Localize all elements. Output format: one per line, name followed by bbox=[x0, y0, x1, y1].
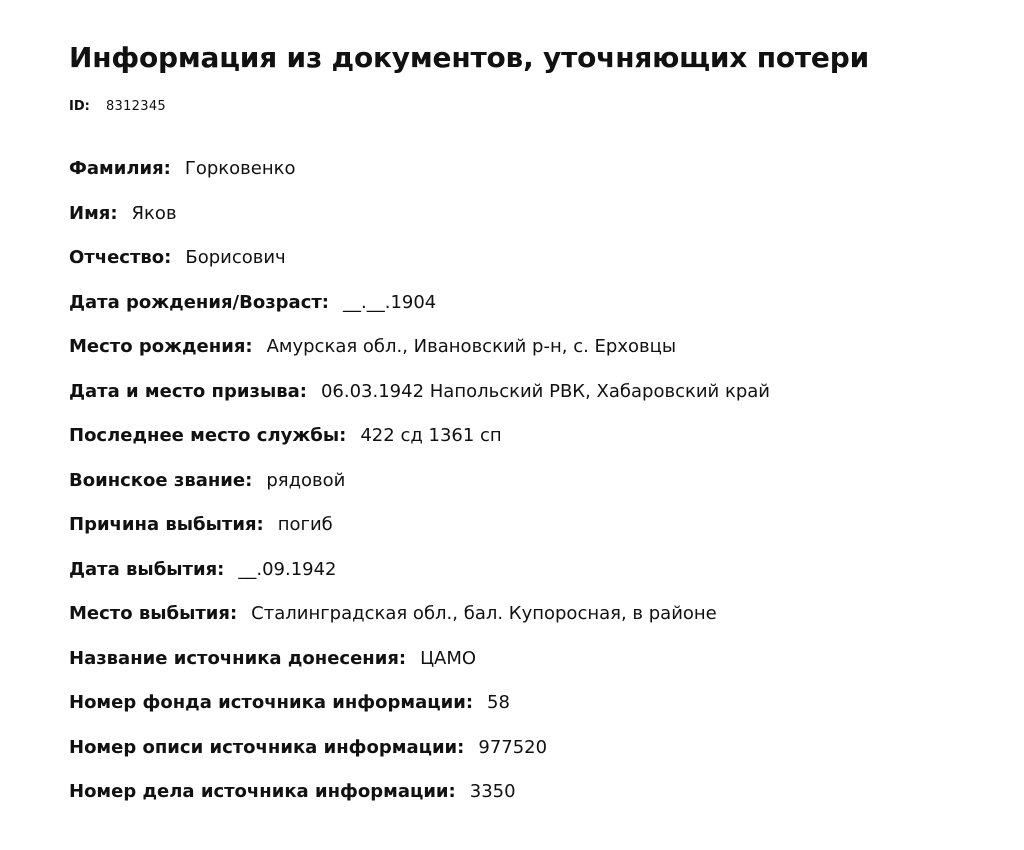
field-value: рядовой bbox=[266, 469, 346, 491]
field-inventory-number bbox=[69, 737, 1024, 759]
field-value: Яков bbox=[131, 202, 177, 224]
field-label: Причина выбытия: bbox=[69, 514, 264, 535]
field-value: 422 сд 1361 сп bbox=[360, 425, 502, 446]
field-patronymic bbox=[69, 247, 1024, 269]
field-value: Горковенко bbox=[184, 158, 296, 179]
field-loss-place bbox=[69, 603, 1024, 625]
field-label: Последнее место службы: bbox=[69, 425, 347, 446]
field-last-service bbox=[69, 425, 1024, 447]
field-value: __.09.1942 bbox=[238, 558, 337, 580]
field-label: Дата и место призыва: bbox=[69, 380, 307, 402]
field-birth-place bbox=[69, 336, 1024, 358]
field-value: Борисович bbox=[185, 247, 286, 268]
field-value: 3350 bbox=[469, 781, 516, 802]
field-label: Номер фонда источника информации: bbox=[69, 692, 474, 713]
field-file-number bbox=[69, 781, 1024, 803]
field-label: Дата рождения/Возраст: bbox=[69, 291, 329, 313]
record-id-label: ID: bbox=[69, 99, 90, 114]
field-loss-date bbox=[69, 559, 1024, 581]
field-label: Имя: bbox=[69, 202, 118, 224]
field-value: Сталинградская обл., бал. Купоросная, в районе bbox=[251, 603, 717, 624]
field-label: Отчество: bbox=[69, 247, 172, 268]
field-label: Место рождения: bbox=[69, 336, 253, 357]
page-title: Информация из документов, уточняющих потери bbox=[69, 41, 869, 74]
field-value: 58 bbox=[487, 692, 510, 713]
field-rank bbox=[69, 470, 1024, 492]
field-label: Фамилия: bbox=[69, 158, 171, 179]
field-label: Номер дела источника информации: bbox=[69, 781, 456, 802]
field-label: Название источника донесения: bbox=[69, 647, 407, 669]
record-id-row bbox=[69, 98, 1024, 116]
field-fund-number bbox=[69, 692, 1024, 714]
field-value: Амурская обл., Ивановский р-н, с. Ерховцы bbox=[266, 336, 677, 357]
field-surname bbox=[69, 158, 1024, 180]
field-label: Место выбытия: bbox=[69, 603, 238, 624]
record-fields bbox=[69, 158, 1024, 803]
field-loss-reason bbox=[69, 514, 1024, 536]
field-value: __.__.1904 bbox=[343, 291, 437, 313]
field-value: 06.03.1942 Напольский РВК, Хабаровский край bbox=[320, 380, 770, 402]
field-value: погиб bbox=[277, 514, 333, 535]
field-label: Номер описи источника информации: bbox=[69, 736, 465, 758]
field-label: Дата выбытия: bbox=[69, 558, 225, 580]
record-id-value: 8312345 bbox=[105, 99, 166, 114]
field-birth-date bbox=[69, 292, 1024, 314]
field-label: Воинское звание: bbox=[69, 469, 253, 491]
field-first-name bbox=[69, 203, 1024, 225]
field-value: ЦАМО bbox=[420, 647, 477, 669]
field-source-name bbox=[69, 648, 1024, 670]
field-value: 977520 bbox=[478, 736, 548, 758]
field-conscription bbox=[69, 381, 1024, 403]
